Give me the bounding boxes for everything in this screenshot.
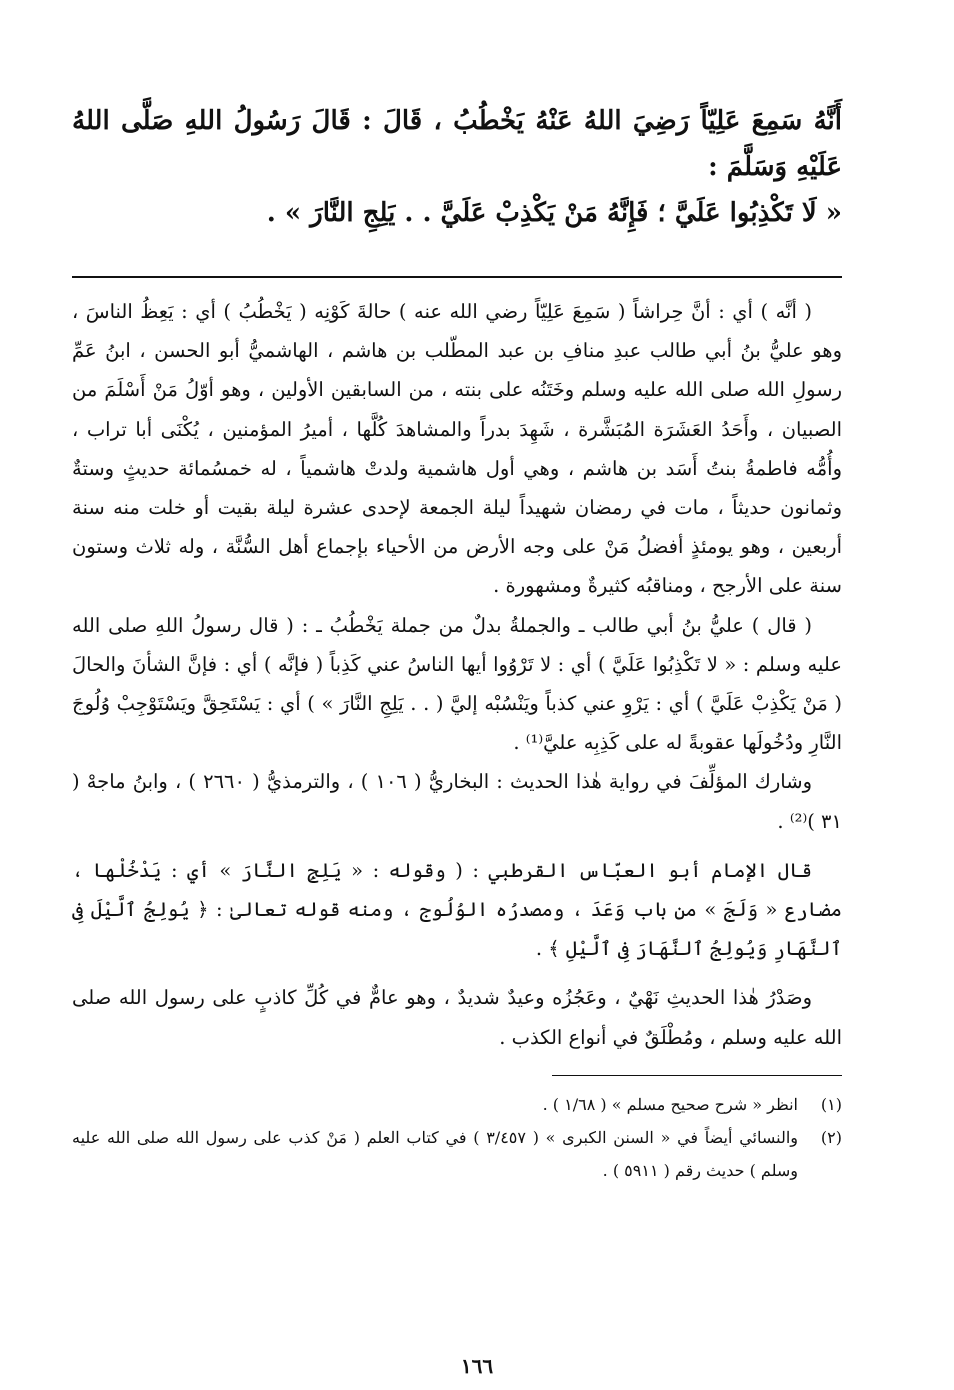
commentary-paragraph: قال الإمام أبو العبّاس القرطبي : ( وقوله : « يَلِجِ النَّارَ » أي : يَدْخُلْها ، مضارع « وَلَجَ » من باب وَعَدَ ، ومصدرُه الوُلُوج ، ومنه قوله تعالىٰ : ﴿ يُولِجُ ٱلَّيْلَ فِى ٱلنَّهَارِ وَيُولِجُ ٱلنَّهَارَ فِى ٱلَّيْلِ ﴾ . xyxy=(72,858,842,961)
commentary-paragraph: وصَدْرُ هٰذا الحديثِ نَهْيٌ ، وعَجُزُه وعيدٌ شديدٌ ، وهو عامٌّ في كُلِّ كاذبٍ على رسول الله صلى الله عليه وسلم ، ومُطْلَقٌ في أنواع الكذب . xyxy=(72,986,842,1049)
footnote xyxy=(72,1088,842,1121)
footnotes xyxy=(72,1088,842,1187)
footnote-divider xyxy=(552,1075,842,1076)
document-page xyxy=(72,98,842,1358)
commentary-paragraph: وشارك المؤلِّفَ في رواية هٰذا الحديث : البخاريُّ ( ١٠٦ ) ، والترمذيُّ ( ٢٦٦٠ ) ، وابنُ ماجهْ ( ٣١ )⁽²⁾ . xyxy=(72,770,842,833)
footnote xyxy=(72,1121,842,1187)
footnote-number: (١) xyxy=(820,1094,842,1114)
footnote-text: والنسائي أيضاً في « السنن الكبرى » ( ٣/٤٥٧ ) في كتاب العلم ( مَنْ كذب على رسول الله صلى الله عليه وسلم ) حديث رقم ( ٥٩١١ ) . xyxy=(72,1127,799,1180)
page-number: ١٦٦ xyxy=(460,1354,494,1378)
hadith-line: أَنَّهُ سَمِعَ عَلِيّاً رَضِيَ اللهُ عَنْهُ يَخْطُبُ ، قَالَ : قَالَ رَسُولُ اللهِ صَلَّى اللهُ عَلَيْهِ وَسَلَّمَ : xyxy=(72,106,842,182)
commentary-paragraph: ( أنَّه ) أي : أنَّ حِراشاً ( سَمِعَ عَلِيّاً رضي الله عنه ) حالةَ كَوْنِه ( يَخْطُبُ ) أي : يَعِظُ الناسَ ، وهو عليُّ بنُ أبي طالب عبدِ منافِ بن عبد المطّلب بن هاشم ، الهاشميُّ أبو الحسن ، ابنُ عَمِّ رسولِ الله صلى الله عليه وسلم وخَتَنُه على بنته ، من السابقين الأولين ، وهو أوّلُ مَنْ أَسْلَمَ من الصبيان ، وأَحَدُ العَشَرَة المُبَشَّرة ، شَهِدَ بدراً والمشاهدَ كُلَّها ، أميرُ المؤمنين ، يُكْنَى أبا تراب ، وأُمُّه فاطمةُ بنتُ أَسَد بن هاشم ، وهي أول هاشمية ولدتْ هاشمياً ، له خمسُمائة حديثٍ وستةٌ وثمانون حديثاً ، مات في رمضان شهيداً ليلة الجمعة لإحدى عشرة ليلة بقيت أو خلت منه سنة أربعين ، وهو يومئذٍ أفضلُ مَنْ على وجه الأرض من الأحياء بإجماع أهل السُّنَّة ، وله ثلاث وستون سنة على الأرجح ، ومناقبُه كثيرةٌ ومشهورة . xyxy=(72,300,842,598)
footnote-number: (٢) xyxy=(820,1127,842,1147)
commentary-paragraph: ( قال ) عليُّ بنُ أبي طالب ـ والجملةُ بدلٌ من جملة يَخْطُبُ ـ : ( قال رسولُ اللهِ صلى الله عليه وسلم : « لا تَكْذِبُوا عَلَيَّ ) أي : لا تَرْوُوا أيها الناسُ عني كَذِباً ( فإنَّه ) أي : فإنَّ الشأنَ والحالَ ( مَنْ يَكْذِبْ عَلَيَّ ) أي : يَرْوِ عني كذباً ويَنْسُبْه إليَّ ( . . يَلِجِ النَّارَ » ) أي : يَسْتَحِقَّ ويَسْتَوْجِبْ وُلُوجَ النَّارِ ودُخُولَها عقوبةً له على كَذِبِه عليَّ⁽¹⁾ . xyxy=(72,613,842,755)
commentary xyxy=(72,292,842,1057)
section-divider xyxy=(72,276,842,278)
hadith-line: « لَا تَكْذِبُوا عَلَيَّ ؛ فَإِنَّهُ مَنْ يَكْذِبْ عَلَيَّ . . يَلِجِ النَّارَ » . xyxy=(266,198,842,228)
hadith-text xyxy=(72,98,842,236)
footnote-text: انظر « شرح صحيح مسلم » ( ١/٦٨ ) . xyxy=(542,1094,798,1114)
